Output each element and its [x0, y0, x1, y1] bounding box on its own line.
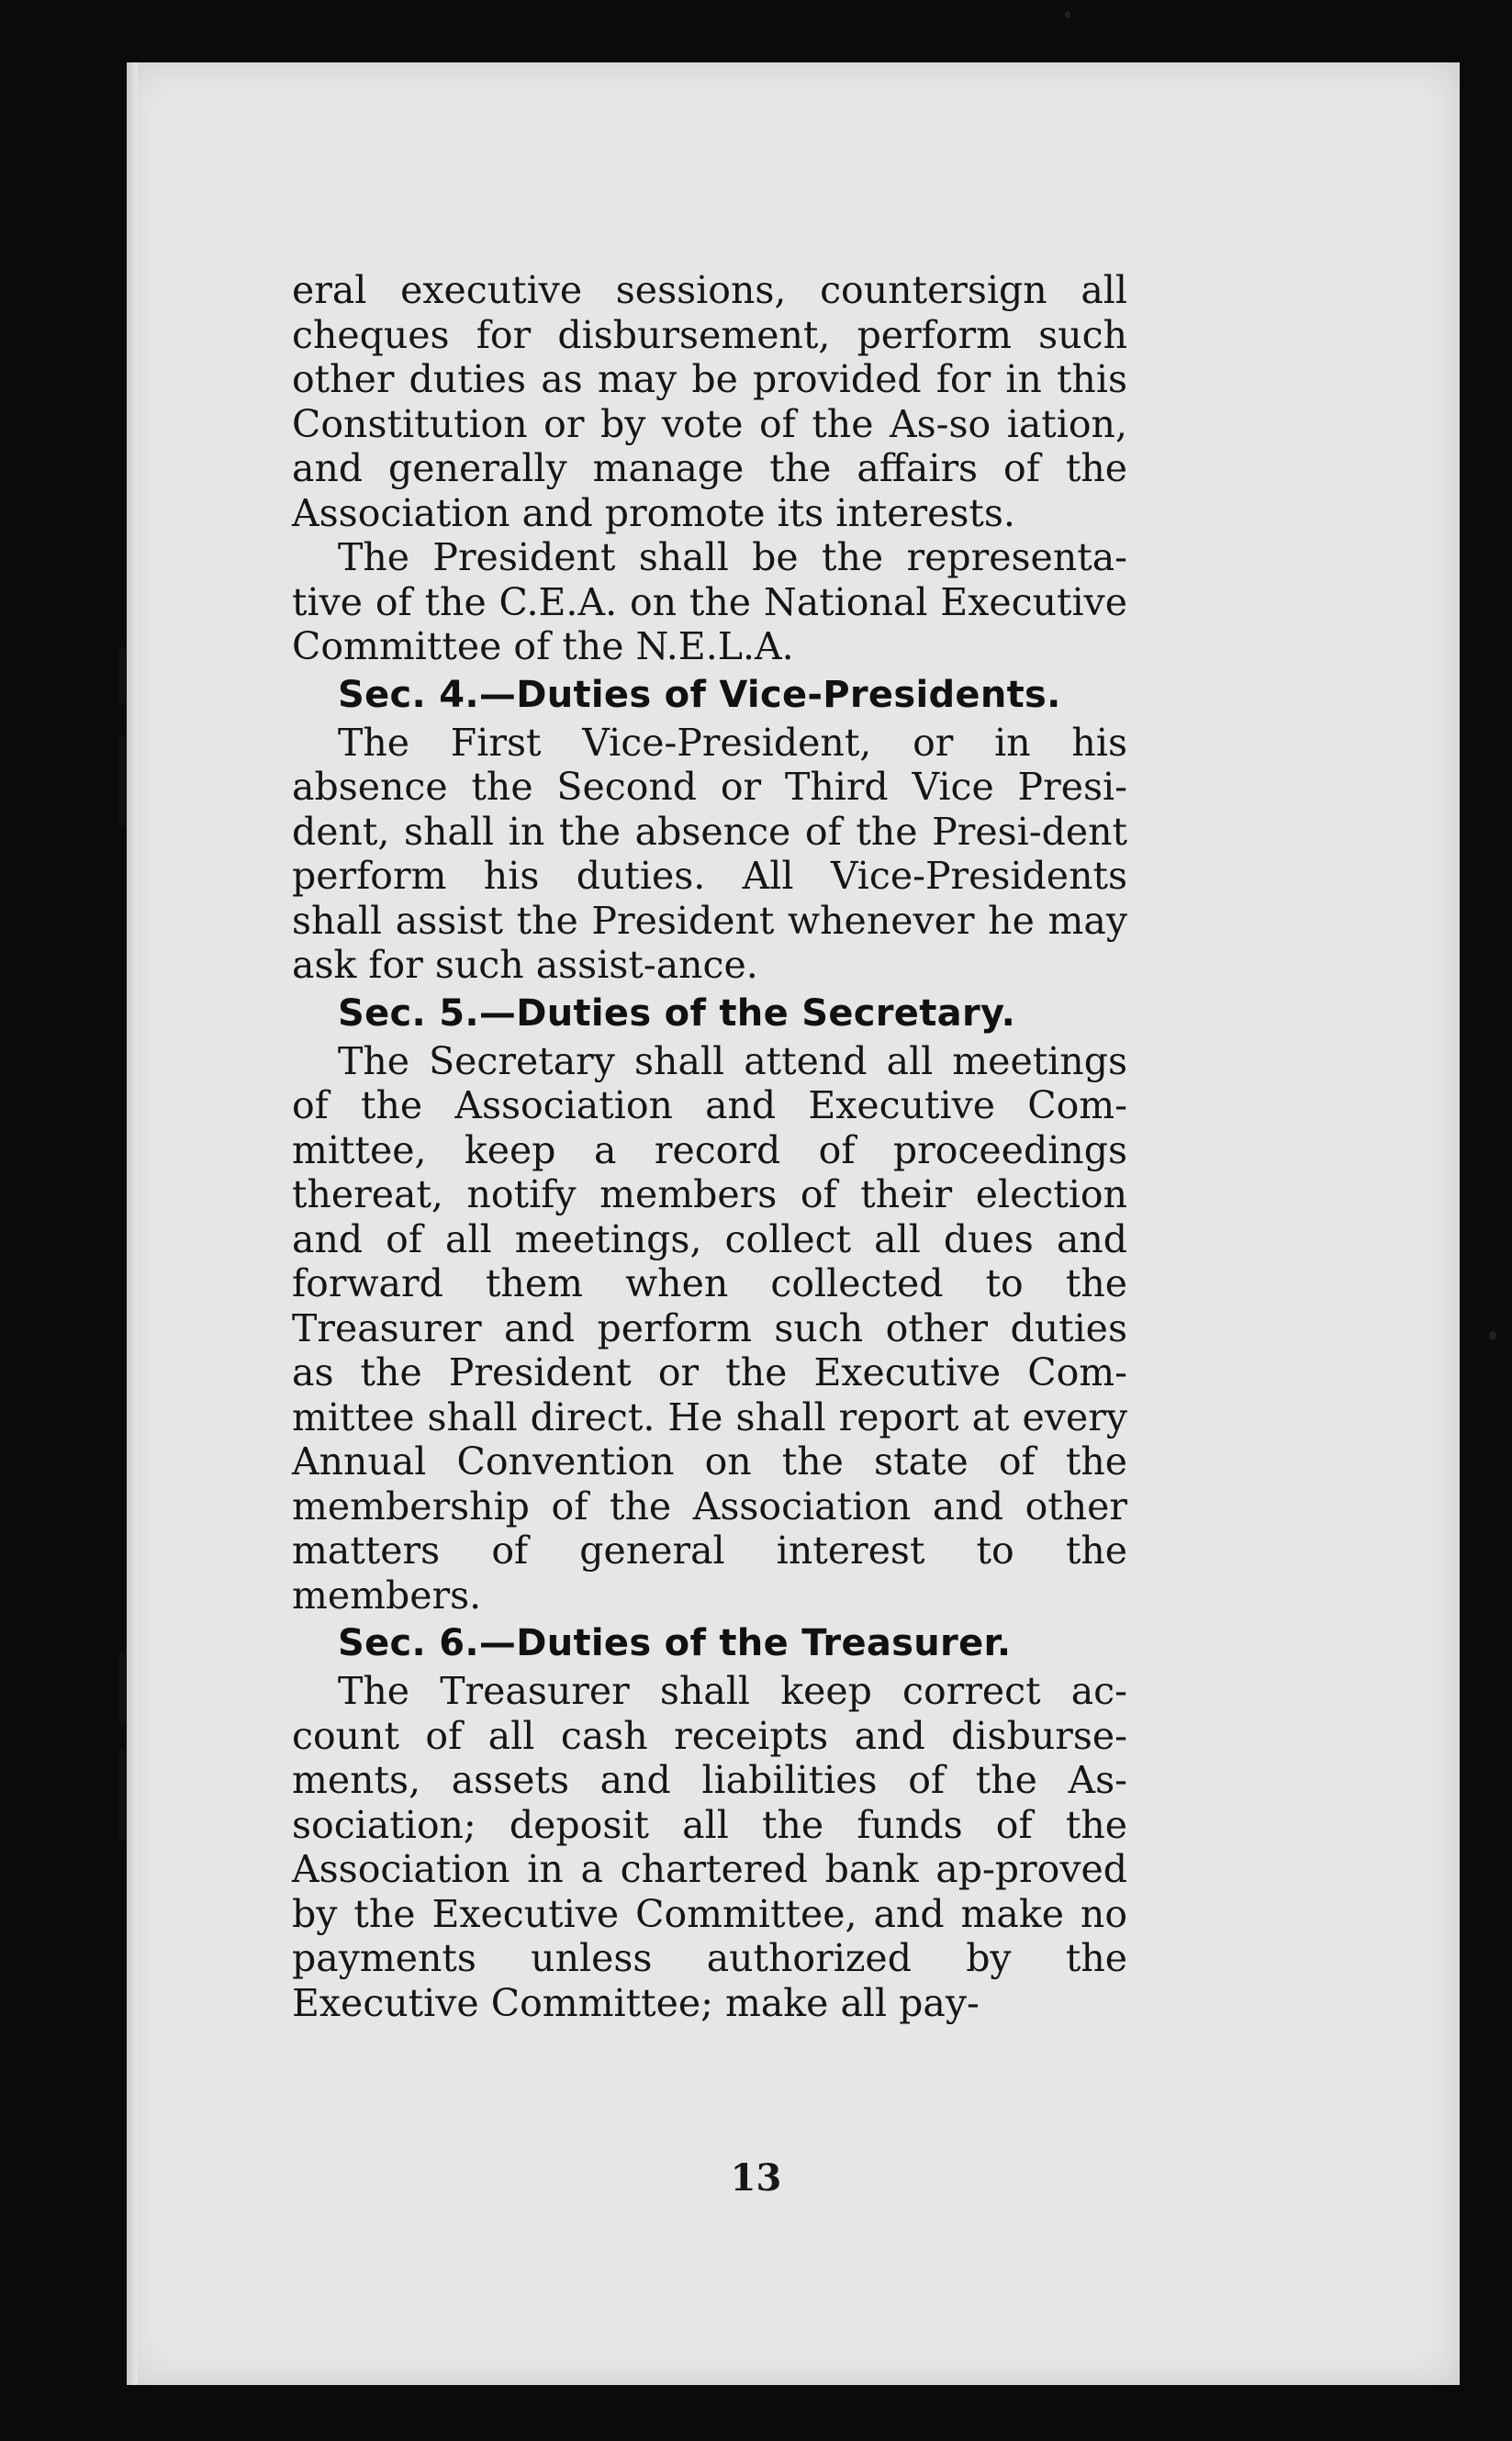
- paragraph: eral executive sessions, countersign all cheques for disbursement, perform such other duties as may be provided for in this Constitution or by vote of the As-so iation, and generally manage the affairs of the Association and promote its interests.: [292, 268, 1127, 535]
- dust-speck: [1489, 1331, 1496, 1340]
- page-spine-shadow: [127, 62, 138, 2385]
- binding-mark: [118, 647, 126, 704]
- section-paragraph: The Secretary shall attend all meetings of the Association and Executive Com-mittee, keep a record of proceedings thereat, notify members of their election and of all meetings, collect all dues and forward them when collected to the Treasurer and perform such other duties as the President or the Executive Com-mittee shall direct. He shall report at every Annual Convention on the state of the membership of the Association and other matters of general interest to the members.: [292, 1038, 1127, 1618]
- section-heading: Sec. 6.—Duties of the Treasurer.: [338, 1622, 1012, 1664]
- binding-mark: [118, 1749, 127, 1841]
- section-paragraph: The Treasurer shall keep correct ac-count of all cash receipts and disburse-ments, assets and liabilities of the As-sociation; deposit all the funds of the Association in a chartered bank ap-proved by the Executive Committee, and make no payments unless authorized by the Executive Committee; make all pay-: [292, 1669, 1127, 2025]
- section-heading: Sec. 4.—Duties of Vice-Presidents.: [338, 673, 1061, 716]
- dust-speck: [1065, 11, 1070, 18]
- section-paragraph: The First Vice-President, or in his absence the Second or Third Vice Presi-dent, shall in the absence of the Presi-dent perform his duties. All Vice-Presidents shall assist the President whenever he may ask for such assist-ance.: [292, 720, 1127, 987]
- binding-mark: [118, 734, 127, 826]
- body-text: [292, 268, 1127, 2025]
- page-number: 13: [730, 2156, 782, 2200]
- section-heading: Sec. 5.—Duties of the Secretary.: [338, 991, 1016, 1035]
- paragraph: The President shall be the representa-tive of the C.E.A. on the National Executive Committee of the N.E.L.A.: [292, 535, 1127, 668]
- binding-mark: [118, 1652, 126, 1726]
